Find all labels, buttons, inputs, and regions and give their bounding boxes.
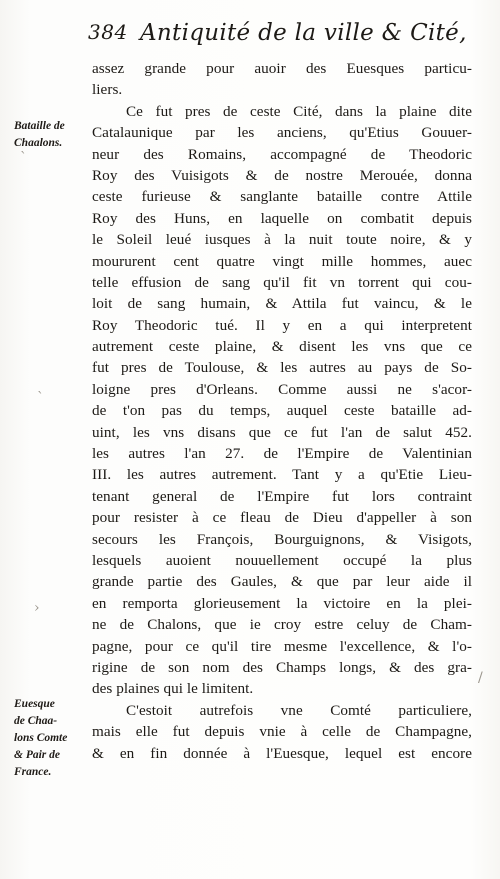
text-line: assez grande pour auoir des Euesques particu-	[92, 60, 472, 77]
text-line: Roy des Vuisigots & de nostre Merouée, donna	[92, 166, 472, 184]
text-line: les autres l'an 27. de l'Empire de Valentinian	[92, 445, 472, 463]
text-line: le Soleil leué iusques à la nuit toute noire, & y	[92, 231, 472, 249]
text-line: pour resister à ce fleau de Dieu d'appeller à son	[92, 509, 472, 527]
margin-note-line: & Pair de	[14, 749, 60, 761]
text-line: autrement ceste plaine, & disent les vns que ce	[92, 338, 472, 356]
text-line: des plaines qui le limitent.	[92, 680, 254, 698]
text-line: rigine de son nom des Champs longs, & des gra-	[92, 658, 472, 676]
text-line: neur des Romains, accompagné de Theodoric	[92, 145, 472, 163]
text-line: lesquels auoient nouuellement occupé la plus	[92, 551, 472, 569]
margin-note-line: Bataille de	[14, 120, 65, 132]
margin-note-euesque	[14, 696, 94, 781]
ink-mark: ˋ	[37, 390, 44, 406]
text-line: mais elle fut depuis vnie à celle de Champagne,	[92, 723, 472, 741]
margin-note-line: de Chaa-	[14, 715, 58, 727]
text-line: moururent cent quatre vingt mille hommes, auec	[92, 252, 472, 270]
text-line: telle effusion de sang qu'il fit vn torrent qui cou-	[92, 273, 472, 291]
ink-mark: /	[478, 670, 483, 686]
text-line: de t'on pas du temps, auquel ceste bataille ad-	[92, 402, 472, 420]
text-line: tenant general de l'Empire fut lors contraint	[92, 487, 472, 505]
margin-note-line: France.	[14, 766, 52, 778]
body-text	[92, 58, 472, 764]
text-line: loigne pres d'Orleans. Comme aussi ne s'acor-	[92, 380, 472, 398]
margin-note-bataille	[14, 118, 94, 152]
text-line: liers.	[92, 81, 123, 99]
text-line: ceste furieuse & sanglante bataille contre Attile	[92, 188, 472, 206]
text-line: en remporta glorieusement la victoire en la plei-	[92, 594, 472, 612]
text-line: Ce fut pres de ceste Cité, dans la plaine dite	[126, 102, 472, 120]
margin-note-line: lons Comte	[14, 732, 68, 744]
text-line: grande partie des Gaules, & que par leur aide il	[92, 573, 472, 591]
text-line: Roy des Huns, en laquelle on combatit depuis	[92, 209, 472, 227]
text-line: secours les François, Bourguignons, & Visigots,	[92, 530, 472, 548]
page-header	[88, 14, 488, 54]
text-line: pagne, pour ce qu'il tire mesme l'excellence, & l'o-	[92, 637, 472, 655]
text-line: Catalaunique par les anciens, qu'Etius Gouuer-	[92, 124, 472, 142]
text-line: C'estoit autrefois vne Comté particuliere,	[126, 701, 472, 719]
running-title: Antiquité de la ville & Cité,	[140, 20, 467, 46]
margin-note-line: Chaalons.	[14, 137, 63, 149]
text-line: & en fin donnée à l'Euesque, lequel est encore	[92, 744, 472, 762]
text-line: ne de Chalons, que ie croy estre celuy de Cham-	[92, 616, 472, 634]
ink-mark: ˋ	[20, 150, 27, 166]
page-number: 384	[88, 20, 128, 44]
text-line: loit de sang humain, & Attila fut vaincu, & le	[92, 295, 472, 313]
ink-mark: ›	[34, 600, 40, 616]
text-line: fut pres de Toulouse, & les autres au pays de So-	[92, 359, 472, 377]
text-line: Roy Theodoric tué. Il y en a qui interpretent	[92, 316, 472, 334]
text-line: uint, les vns disans que ce fut l'an de salut 452.	[92, 423, 472, 441]
margin-note-line: Euesque	[14, 698, 55, 710]
text-line: III. les autres autrement. Tant y a qu'Etie Lieu-	[92, 466, 472, 484]
